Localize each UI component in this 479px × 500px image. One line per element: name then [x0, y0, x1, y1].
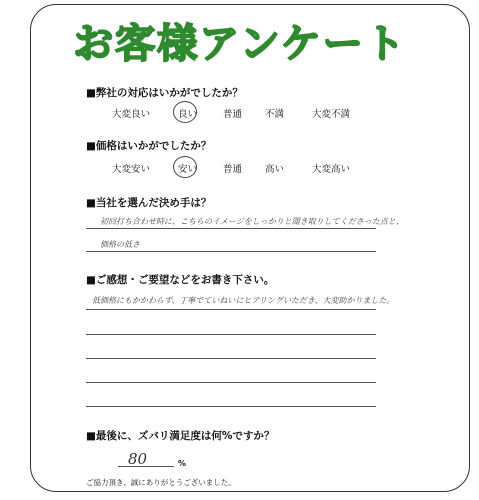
answer-line	[86, 406, 376, 407]
service-option-very-poor: 大変不満	[312, 109, 351, 120]
answer-line	[86, 334, 376, 335]
price-option-very-expensive: 大変高い	[312, 164, 351, 175]
answer-line	[86, 251, 376, 252]
deciding-factor-answer-line-2: 価格の低さ	[100, 240, 140, 249]
satisfaction-value: 80	[128, 450, 148, 468]
satisfaction-unit: %	[178, 459, 187, 468]
comments-answer-line-1: 低価格にもかかわらず、丁寧でていねいにヒアリングいただき、大変助かりました。	[92, 296, 395, 305]
answer-line	[86, 228, 376, 229]
selected-circle	[173, 101, 197, 123]
survey-sheet	[30, 4, 470, 492]
price-option-very-cheap: 大変安い	[112, 164, 151, 175]
satisfaction-underline	[118, 466, 174, 467]
price-option-cheap: 安い	[178, 161, 197, 175]
thank-you-note: ご協力頂き、誠にありがとうございました。	[86, 478, 236, 487]
service-option-good: 良い	[178, 106, 197, 120]
price-option-expensive: 高い	[265, 164, 285, 175]
question-deciding-factor: ■当社を選んだ決め手は？	[86, 197, 212, 209]
answer-line	[86, 358, 376, 359]
service-option-very-good: 大変良い	[112, 109, 151, 120]
question-satisfaction: ■最後に、ズバリ満足度は何%ですか？	[86, 430, 275, 442]
deciding-factor-answer-line-1: 初回打ち合わせ時に、こちらのイメージをしっかりと聞き取りしてくださった点と、	[100, 217, 404, 226]
service-option-normal: 普通	[223, 109, 243, 120]
question-comments: ■ご感想・ご要望などをお書き下さい。	[86, 274, 275, 286]
answer-line	[86, 309, 376, 310]
survey-title: お客様アンケート	[73, 21, 407, 67]
selected-circle	[173, 156, 197, 178]
price-option-normal: 普通	[223, 164, 243, 175]
service-option-poor: 不満	[265, 109, 285, 120]
question-price: ■価格はいかがでしたか？	[86, 140, 212, 152]
answer-line	[86, 382, 376, 383]
question-service: ■弊社の対応はいかがでしたか？	[86, 87, 243, 99]
